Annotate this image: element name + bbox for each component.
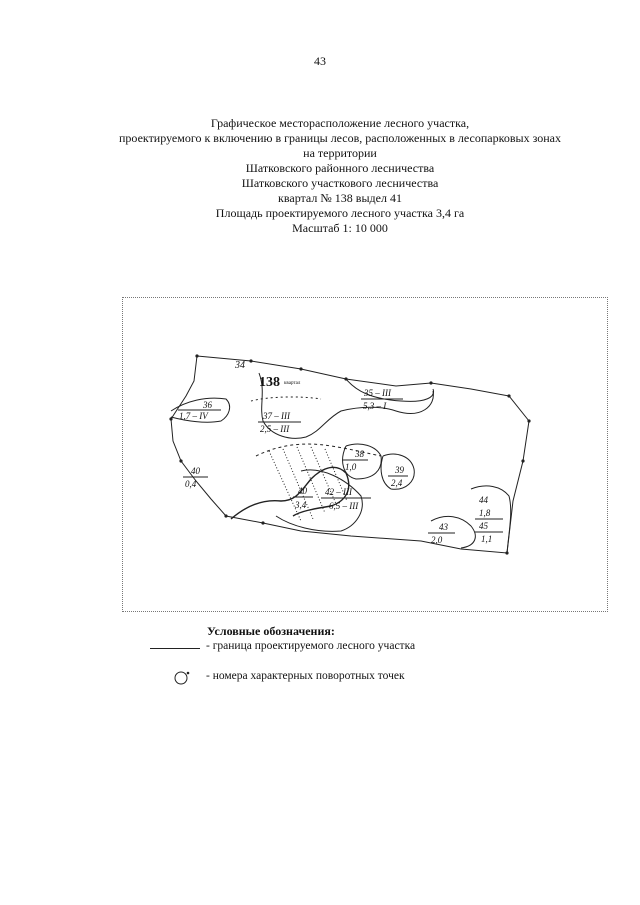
map-frame (122, 297, 608, 612)
plot-36-den: 1,7 – IV (179, 411, 208, 421)
plot-39-den: 2,4 (391, 478, 403, 488)
turning-points (169, 354, 530, 554)
plot-41-den: 3,4 (295, 500, 307, 510)
title-line-3: на территории (303, 146, 377, 160)
plot-38-den: 1,0 (345, 462, 357, 472)
title-line-1: Графическое месторасположение лесного участка, (210, 116, 470, 130)
legend-title: Условные обозначения: (207, 624, 335, 638)
plot-35-den: 5,3 – I (363, 401, 387, 411)
plot-40-num: 40 (191, 466, 200, 476)
plot-37-num: 37 – III (263, 411, 290, 421)
plot-43-num: 43 (439, 522, 448, 532)
quarter-boundary (171, 356, 529, 553)
legend-row-points (150, 670, 570, 686)
title-block (60, 116, 620, 236)
turning-point-icon (172, 670, 194, 686)
plot-44-c: 1,1 (481, 534, 493, 544)
plot-42-den: 6,5 – III (329, 501, 359, 511)
dotted-inner-line (251, 397, 321, 401)
plot-38-num: 38 (355, 449, 364, 459)
legend-row-boundary (150, 640, 570, 656)
forest-plot-map (123, 298, 609, 613)
plot-44-num: 44 (479, 495, 488, 505)
boundary-line-symbol (150, 648, 200, 649)
plot-42-num: 42 – III (325, 487, 352, 497)
title-line-2: проектируемого к включению в границы лесов, расположенных в лесопарковых зонах (119, 131, 561, 145)
plot-41-num: 40 (298, 486, 307, 496)
plot-37-den: 2,5 – III (260, 424, 290, 434)
plot-35-num: 35 – III (364, 388, 391, 398)
plot-39-num: 39 (395, 465, 404, 475)
plot-36-num: 36 (203, 400, 212, 410)
plot-40-den: 0,4 (185, 479, 197, 489)
plot-44-a: 1,8 (479, 508, 491, 518)
title-line-8: Масштаб 1: 10 000 (292, 221, 388, 235)
page-number: 43 (314, 54, 326, 68)
quarter-number: 138 (259, 375, 280, 390)
legend-points-text: - номера характерных поворотных точек (206, 670, 405, 682)
quarter-word: квартал (284, 381, 301, 386)
title-line-5: Шатковского участкового лесничества (241, 176, 439, 190)
title-line-4: Шатковского районного лесничества (245, 161, 435, 175)
legend-boundary-text: - граница проектируемого лесного участка (206, 640, 416, 652)
plot-label-34: 34 (235, 360, 245, 371)
title-line-7: Площадь проектируемого лесного участка 3,4 га (215, 206, 465, 220)
plot-44-b: 45 (479, 521, 488, 531)
title-line-6: квартал № 138 выдел 41 (278, 191, 402, 205)
plot-43-den: 2,0 (431, 535, 443, 545)
